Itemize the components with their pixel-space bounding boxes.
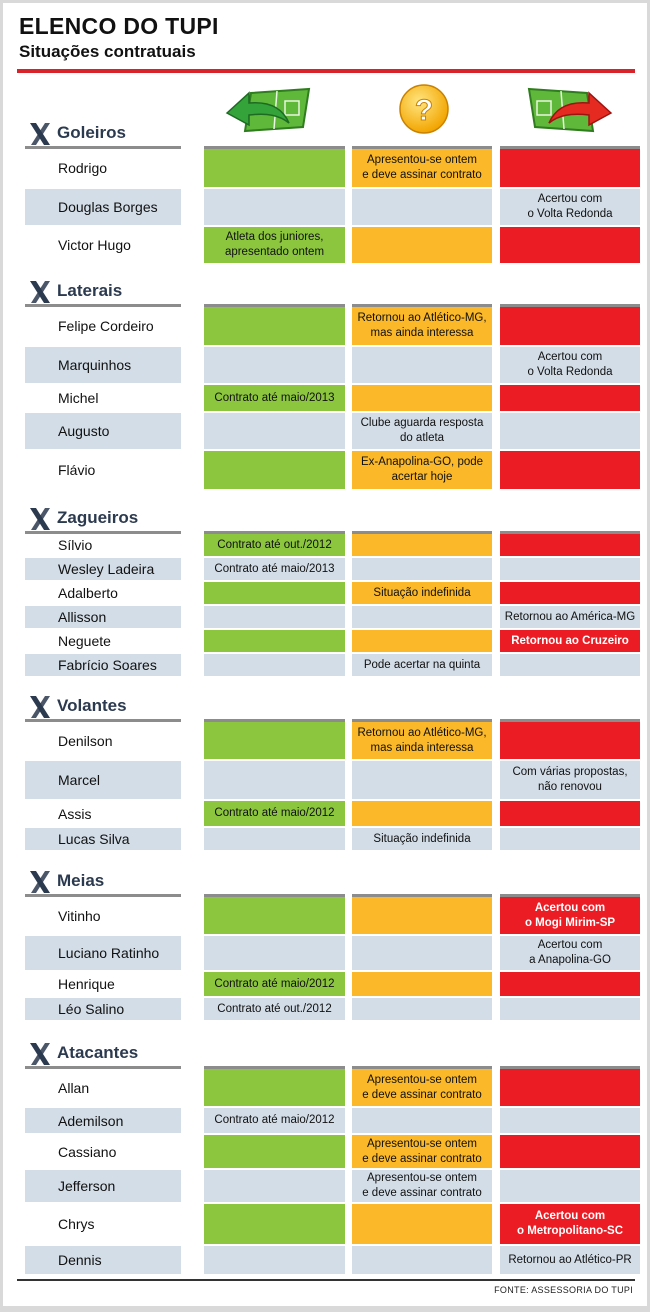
status-cell: Atleta dos juniores, apresentado ontem (204, 227, 345, 263)
status-cell: Pode acertar na quinta (352, 654, 492, 676)
x-icon (27, 506, 53, 532)
status-cell (352, 347, 492, 383)
player-name: Felipe Cordeiro (58, 318, 154, 334)
status-cell (204, 828, 345, 850)
player-name: Sílvio (58, 537, 93, 553)
status-cell (204, 582, 345, 604)
status-cell: Contrato até maio/2012 (204, 801, 345, 826)
status-cell: Situação indefinida (352, 582, 492, 604)
player-name: Neguete (58, 633, 111, 649)
section-label: Volantes (57, 696, 127, 715)
status-cell (352, 1108, 492, 1133)
player-name: Adalberto (58, 585, 118, 601)
status-cell (500, 1108, 640, 1133)
status-cell (500, 1170, 640, 1202)
status-cell: Apresentou-se ontem e deve assinar contrato (352, 1135, 492, 1168)
status-cell: Clube aguarda resposta do atleta (352, 413, 492, 449)
status-cell: Acertou com o Metropolitano-SC (500, 1204, 640, 1244)
status-cell (500, 227, 640, 263)
status-cell (204, 1069, 345, 1106)
x-icon (27, 1041, 53, 1067)
status-cell (204, 1204, 345, 1244)
status-cell: Contrato até maio/2012 (204, 1108, 345, 1133)
status-cell: Apresentou-se ontem e deve assinar contrato (352, 1069, 492, 1106)
status-cell (500, 534, 640, 556)
status-cell (204, 606, 345, 628)
status-cell: Acertou com o Volta Redonda (500, 189, 640, 225)
green-arrow-field-icon (221, 83, 317, 135)
status-cell (500, 828, 640, 850)
section-label: Atacantes (57, 1043, 139, 1062)
status-cell (204, 347, 345, 383)
player-name: Flávio (58, 462, 96, 478)
status-cell: Contrato até out./2012 (204, 534, 345, 556)
player-name: Douglas Borges (25, 189, 181, 225)
status-cell: Retornou ao Atlético-MG, mas ainda interessa (352, 307, 492, 345)
svg-text:?: ? (414, 94, 434, 127)
status-cell (352, 761, 492, 799)
player-name: Vitinho (58, 907, 101, 924)
player-name: Denilson (58, 732, 113, 749)
status-cell: Contrato até out./2012 (204, 998, 345, 1020)
status-cell (204, 630, 345, 652)
player-name: Marquinhos (25, 347, 181, 383)
x-icon (27, 279, 53, 305)
status-cell: Apresentou-se ontem e deve assinar contrato (352, 1170, 492, 1202)
status-cell (352, 227, 492, 263)
status-cell (204, 307, 345, 345)
status-cell (204, 722, 345, 759)
player-name: Chrys (58, 1216, 95, 1232)
player-name: Allisson (25, 606, 181, 628)
status-cell: Acertou com o Volta Redonda (500, 347, 640, 383)
status-cell: Retornou ao Atlético-PR (500, 1246, 640, 1274)
status-cell (352, 534, 492, 556)
status-cell: Contrato até maio/2012 (204, 972, 345, 996)
status-cell: Contrato até maio/2013 (204, 558, 345, 580)
section-label: Goleiros (57, 123, 126, 142)
section-label: Meias (57, 871, 105, 890)
player-name: Jefferson (25, 1170, 181, 1202)
player-name: Luciano Ratinho (25, 936, 181, 970)
player-name: Augusto (25, 413, 181, 449)
status-cell (500, 413, 640, 449)
status-cell: Retornou ao Atlético-MG, mas ainda interessa (352, 722, 492, 759)
status-cell (352, 189, 492, 225)
red-arrow-field-icon (521, 83, 617, 135)
status-cell: Contrato até maio/2013 (204, 385, 345, 411)
section-label: Zagueiros (57, 508, 139, 527)
player-name: Lucas Silva (25, 828, 181, 850)
x-icon (27, 869, 53, 895)
status-cell: Retornou ao Cruzeiro (500, 630, 640, 652)
status-cell (500, 149, 640, 187)
x-icon (27, 694, 53, 720)
status-cell (500, 1135, 640, 1168)
page-title: ELENCO DO TUPI (19, 13, 219, 39)
status-cell (352, 606, 492, 628)
status-cell: Apresentou-se ontem e deve assinar contrato (352, 149, 492, 187)
infographic (3, 3, 647, 1306)
status-cell (352, 1204, 492, 1244)
question-mark-icon (397, 83, 451, 135)
status-cell (500, 654, 640, 676)
player-name: Henrique (58, 976, 115, 992)
status-cell (500, 722, 640, 759)
status-cell: Situação indefinida (352, 828, 492, 850)
status-cell (500, 307, 640, 345)
status-cell (500, 998, 640, 1020)
player-name: Dennis (25, 1246, 181, 1274)
status-cell: Retornou ao América-MG (500, 606, 640, 628)
player-name: Wesley Ladeira (25, 558, 181, 580)
player-name: Assis (58, 805, 92, 822)
source-note: FONTE: ASSESSORIA DO TUPI (494, 1285, 633, 1295)
status-cell (204, 149, 345, 187)
status-cell: Ex-Anapolina-GO, pode acertar hoje (352, 451, 492, 489)
player-name: Victor Hugo (58, 237, 131, 253)
status-cell (204, 1170, 345, 1202)
status-cell (500, 582, 640, 604)
status-cell (500, 801, 640, 826)
status-cell (204, 936, 345, 970)
status-cell (204, 897, 345, 934)
status-cell (352, 936, 492, 970)
bottom-rule (17, 1279, 635, 1281)
section-label: Laterais (57, 281, 123, 300)
status-cell (204, 451, 345, 489)
status-cell (204, 1246, 345, 1274)
status-cell (500, 1069, 640, 1106)
player-name: Allan (58, 1079, 90, 1096)
player-name: Michel (58, 390, 99, 406)
status-cell (204, 654, 345, 676)
status-cell (352, 998, 492, 1020)
status-cell (352, 972, 492, 996)
status-cell (352, 630, 492, 652)
status-cell: Com várias propostas, não renovou (500, 761, 640, 799)
title-rule (17, 69, 635, 73)
status-cell (352, 801, 492, 826)
status-cell (352, 1246, 492, 1274)
status-cell (500, 451, 640, 489)
status-cell (204, 189, 345, 225)
status-cell: Acertou com o Mogi Mirim-SP (500, 897, 640, 934)
status-cell (352, 558, 492, 580)
player-name: Rodrigo (58, 160, 108, 176)
status-cell (204, 413, 345, 449)
player-name: Ademilson (25, 1108, 181, 1133)
x-icon (27, 121, 53, 147)
status-cell: Acertou com a Anapolina-GO (500, 936, 640, 970)
player-name: Léo Salino (25, 998, 181, 1020)
status-cell (500, 972, 640, 996)
player-name: Cassiano (58, 1143, 117, 1160)
status-cell (352, 897, 492, 934)
status-cell (352, 385, 492, 411)
player-name: Marcel (25, 761, 181, 799)
status-cell (204, 761, 345, 799)
status-cell (500, 558, 640, 580)
player-name: Fabrício Soares (25, 654, 181, 676)
status-cell (500, 385, 640, 411)
status-cell (204, 1135, 345, 1168)
page-subtitle: Situações contratuais (19, 42, 196, 61)
